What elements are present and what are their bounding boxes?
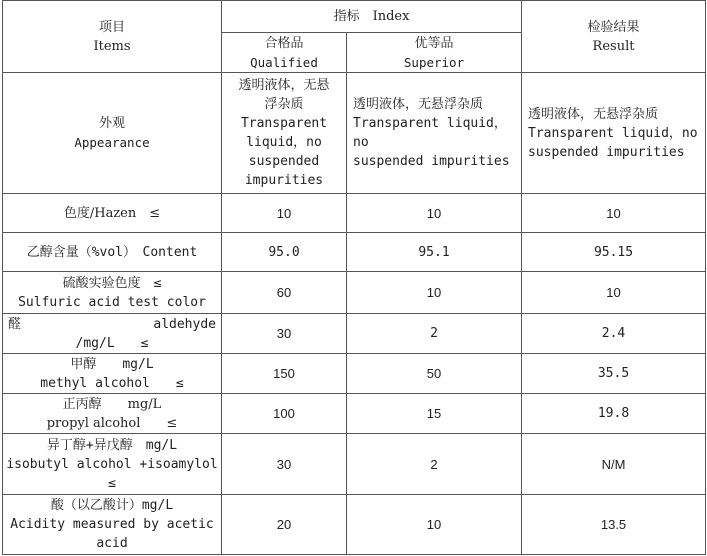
item-line: /mg/L ≤ [75,335,149,351]
result-line: 透明液体，无悬浮杂质 [528,106,659,122]
superior-cell: 95.1 [347,233,522,272]
qualified-cell: 150 [222,354,347,394]
table-row [3,495,706,555]
table-row [3,314,706,354]
result-cell: 95.15 [522,233,706,272]
item-line: 异丁醇+异戊醇 mg/L [46,437,178,453]
result-cell: 2.4 [522,314,706,354]
header-items [3,1,222,73]
item-line: methyl alcohol ≤ [40,375,184,391]
qualified-cell: 100 [222,394,347,434]
item-split-line [6,315,218,334]
item-line: 乙醇含量（%vol） Content [26,244,198,260]
header-result-en: Result [592,38,635,54]
item-cell [3,194,222,233]
item-line: Appearance [74,135,150,150]
item-line: 酸（以乙酸计）mg/L [50,498,174,513]
table-row [3,434,706,495]
result-cell: 13.5 [522,495,706,555]
item-cell [3,394,222,434]
item-cell [3,233,222,272]
qualified-line: Transparent [240,116,328,131]
item-line: 色度/Hazen ≤ [63,205,161,221]
item-line: acid [96,536,128,551]
item-split-cn: 醛 [8,316,22,332]
header-index: 指标 Index [222,1,522,33]
spec-table [2,0,706,555]
item-cell [3,314,222,354]
superior-line: 透明液体，无悬浮杂质 [353,97,484,112]
item-line: Sulfuric acid test color [18,294,206,310]
item-line: isobutyl alcohol +isoamylol [6,456,218,472]
superior-cell: 2 [347,314,522,354]
superior-line: suspended impurities [353,154,510,169]
item-line: propyl alcohol ≤ [46,415,178,431]
header-result-cn: 检验结果 [587,19,640,35]
header-superior [347,33,522,73]
item-cell [3,272,222,314]
header-items-cn: 项目 [98,19,125,35]
table-row [3,272,706,314]
qualified-cell [222,73,347,194]
table-row [3,354,706,394]
qualified-cell: 60 [222,272,347,314]
item-line: Acidity measured by acetic [10,517,214,532]
item-line: 硫酸实验色度 ≤ [62,275,162,291]
item-line: 外观 [98,116,125,131]
superior-cell: 50 [347,354,522,394]
superior-cell: 10 [347,194,522,233]
header-superior-cn: 优等品 [414,35,454,51]
item-line: 正丙醇 mg/L [62,396,162,412]
qualified-cell: 95.0 [222,233,347,272]
item-line: 甲醇 mg/L [70,356,154,372]
superior-cell [347,73,522,194]
item-cell [3,434,222,495]
table-row [3,394,706,434]
item-cell [3,354,222,394]
result-cell: 19.8 [522,394,706,434]
item-line: ≤ [108,475,116,491]
qualified-cell: 30 [222,314,347,354]
result-line: Transparent liquid，no [528,125,698,141]
item-cell [3,73,222,194]
result-cell [522,73,706,194]
header-items-en: Items [93,38,131,54]
qualified-cell: 30 [222,434,347,495]
superior-cell: 10 [347,495,522,555]
result-cell: 10 [522,194,706,233]
superior-line: Transparent liquid，no [353,116,507,150]
superior-cell: 10 [347,272,522,314]
result-cell: N/M [522,434,706,495]
header-result [522,1,706,73]
qualified-line: 透明液体，无悬 [238,78,330,93]
header-qualified [222,33,347,73]
qualified-cell: 20 [222,495,347,555]
table-row [3,194,706,233]
qualified-line: suspended [248,154,320,169]
qualified-line: impurities [244,173,324,188]
item-split-en: aldehyde [153,316,216,332]
superior-cell: 2 [347,434,522,495]
result-cell: 10 [522,272,706,314]
result-cell: 35.5 [522,354,706,394]
header-qualified-en: Qualified [250,54,318,70]
item-cell [3,495,222,555]
result-line: suspended impurities [528,144,685,160]
header-superior-en: Superior [403,54,465,70]
table-row [3,233,706,272]
table-row [3,73,706,194]
superior-cell: 15 [347,394,522,434]
qualified-cell: 10 [222,194,347,233]
header-qualified-cn: 合格品 [264,35,304,51]
qualified-line: 浮杂质 [264,97,304,112]
qualified-line: liquid，no [246,135,322,150]
